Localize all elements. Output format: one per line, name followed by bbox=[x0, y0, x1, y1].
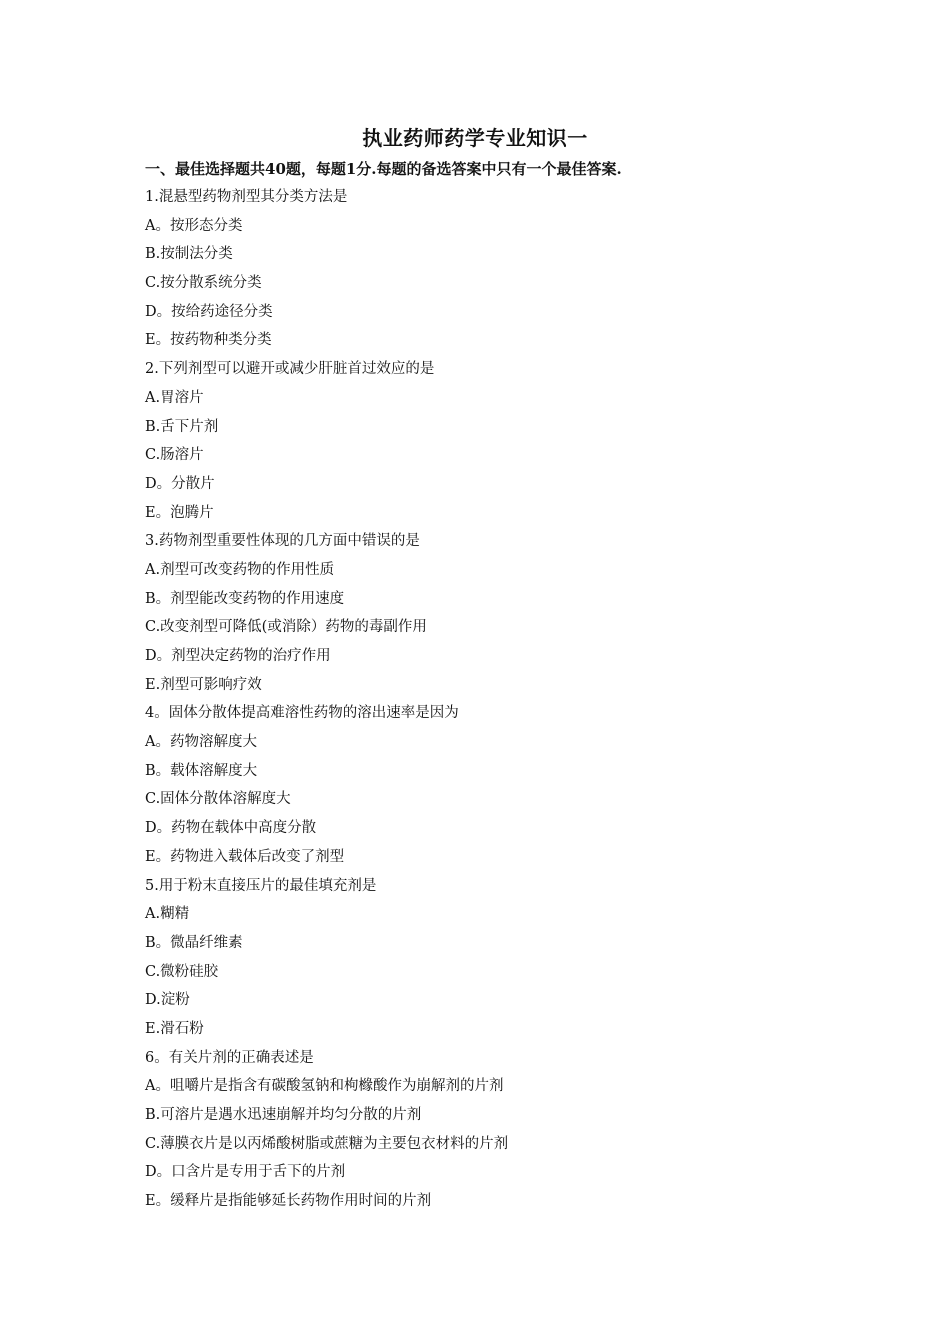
question-block bbox=[145, 358, 845, 530]
answer-option: E。药物进入载体后改变了剂型 bbox=[145, 848, 345, 865]
answer-option: B.舌下片剂 bbox=[145, 418, 219, 435]
answer-option: C.改变剂型可降低(或消除）药物的毒副作用 bbox=[145, 619, 427, 636]
answer-option: A。按形态分类 bbox=[145, 217, 243, 234]
answer-option: D。口含片是专用于舌下的片剂 bbox=[145, 1164, 346, 1181]
answer-option: C.按分散系统分类 bbox=[145, 275, 262, 292]
answer-option: E。按药物种类分类 bbox=[145, 332, 272, 349]
answer-option: A.胃溶片 bbox=[145, 389, 204, 406]
question-block bbox=[145, 875, 845, 1047]
answer-option: D。分散片 bbox=[145, 475, 215, 492]
question-list bbox=[145, 186, 845, 1219]
answer-option: B。剂型能改变药物的作用速度 bbox=[145, 590, 345, 607]
answer-option: E.剂型可影响疗效 bbox=[145, 676, 262, 693]
question-stem: 5.用于粉末直接压片的最佳填充剂是 bbox=[145, 877, 377, 894]
answer-option: B.按制法分类 bbox=[145, 246, 233, 263]
question-stem: 6。有关片剂的正确表述是 bbox=[145, 1049, 314, 1066]
answer-option: C.肠溶片 bbox=[145, 447, 204, 464]
answer-option: E。泡腾片 bbox=[145, 504, 214, 521]
answer-option: A.糊精 bbox=[145, 906, 190, 923]
answer-option: A.剂型可改变药物的作用性质 bbox=[145, 561, 335, 578]
question-block bbox=[145, 702, 845, 874]
answer-option: C.固体分散体溶解度大 bbox=[145, 791, 291, 808]
answer-option: B。载体溶解度大 bbox=[145, 762, 258, 779]
answer-option: C.薄膜衣片是以丙烯酸树脂或蔗糖为主要包衣材料的片剂 bbox=[145, 1135, 509, 1152]
question-block bbox=[145, 1047, 845, 1219]
section-heading: 一、最佳选择题共40题，每题1分.每题的备选答案中只有一个最佳答案. bbox=[145, 160, 622, 178]
question-stem: 3.药物剂型重要性体现的几方面中错误的是 bbox=[145, 533, 420, 550]
question-stem: 1.混悬型药物剂型其分类方法是 bbox=[145, 189, 348, 205]
answer-option: B。微晶纤维素 bbox=[145, 934, 243, 951]
question-stem: 4。固体分散体提高难溶性药物的溶出速率是因为 bbox=[145, 705, 459, 722]
question-block bbox=[145, 186, 845, 358]
answer-option: E。缓释片是指能够延长药物作用时间的片剂 bbox=[145, 1193, 432, 1210]
answer-option: D。药物在载体中高度分散 bbox=[145, 820, 317, 837]
answer-option: B.可溶片是遇水迅速崩解并均匀分散的片剂 bbox=[145, 1107, 422, 1123]
answer-option: C.微粉硅胶 bbox=[145, 963, 219, 980]
document-title: 执业药师药学专业知识一 bbox=[362, 126, 588, 150]
answer-option: A。药物溶解度大 bbox=[145, 734, 257, 751]
question-stem: 2.下列剂型可以避开或减少肝脏首过效应的是 bbox=[145, 361, 435, 378]
answer-option: D.淀粉 bbox=[145, 992, 190, 1009]
answer-option: E.滑石粉 bbox=[145, 1020, 204, 1037]
answer-option: D。剂型决定药物的治疗作用 bbox=[145, 648, 331, 664]
answer-option: A。咀嚼片是指含有碳酸氢钠和枸橼酸作为崩解剂的片剂 bbox=[145, 1078, 504, 1095]
question-block bbox=[145, 530, 845, 702]
answer-option: D。按给药途径分类 bbox=[145, 303, 273, 320]
